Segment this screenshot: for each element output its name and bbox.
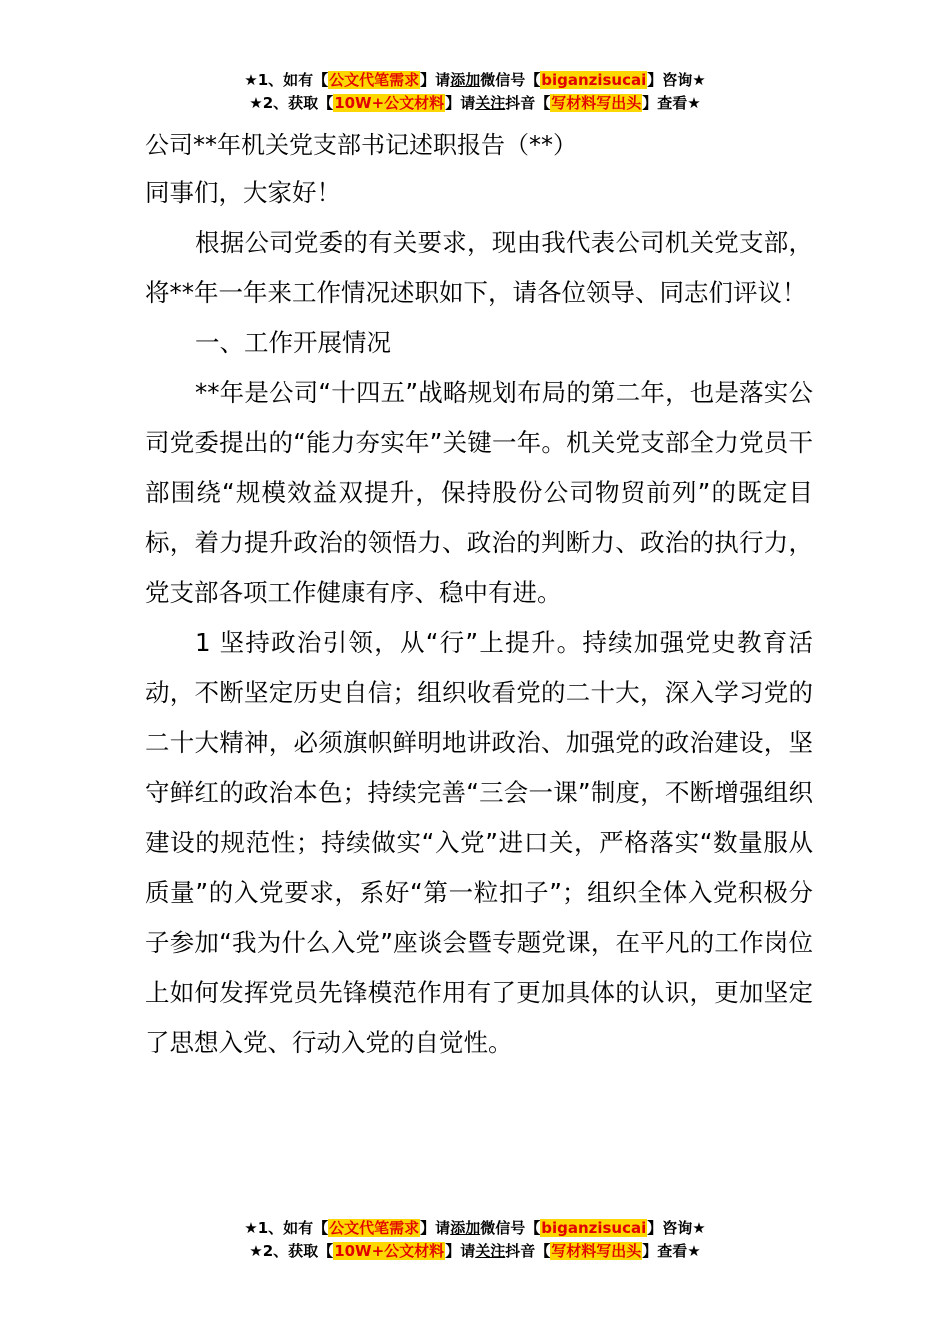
banner-highlight: 公文代笔需求 [329, 71, 420, 89]
banner-underline: 添加 [450, 71, 481, 89]
banner-text: ★1、如有【 [244, 1219, 329, 1237]
banner-text: ★2、获取【 [249, 94, 334, 112]
banner-line-1 [0, 1217, 950, 1240]
banner-highlight: 10W+公文材料 [334, 1242, 445, 1260]
banner-text: 】请 [445, 94, 476, 112]
banner-underline: 添加 [450, 1219, 481, 1237]
banner-text: ★1、如有【 [244, 71, 329, 89]
paragraph-overview: **年是公司“十四五”战略规划布局的第二年，也是落实公司党委提出的“能力夯实年”关键一年。机关党支部全力党员干部围绕“规模效益双提升，保持股份公司物贸前列”的既定目标，着力提升政治的领悟力、政治的判断力、政治的执行力，党支部各项工作健康有序、稳中有进。 [145, 378, 813, 607]
banner-line-2 [0, 92, 950, 115]
banner-text: 】咨询★ [647, 71, 706, 89]
banner-text: 】查看★ [642, 1242, 701, 1260]
banner-highlight: 写材料写出头 [551, 1242, 642, 1260]
banner-text: 微信号【 [480, 71, 541, 89]
greeting: 同事们，大家好！ [145, 178, 341, 207]
banner-underline: 关注 [475, 94, 506, 112]
banner-highlight: 10W+公文材料 [334, 94, 445, 112]
banner-text: 】请 [445, 1242, 476, 1260]
section-heading: 一、工作开展情况 [195, 328, 391, 357]
banner-highlight: biganzisucai [541, 1219, 647, 1237]
banner-underline: 关注 [475, 1242, 506, 1260]
banner-line-2 [0, 1240, 950, 1263]
banner-line-1 [0, 69, 950, 92]
document-body [145, 122, 813, 1068]
intro-paragraph: 根据公司党委的有关要求，现由我代表公司机关党支部，将**年一年来工作情况述职如下，请各位领导、同志们评议！ [145, 228, 813, 307]
banner-text: 】请 [420, 71, 451, 89]
bottom-banner [0, 1217, 950, 1263]
banner-text: 】咨询★ [647, 1219, 706, 1237]
banner-highlight: 公文代笔需求 [329, 1219, 420, 1237]
banner-highlight: 写材料写出头 [551, 94, 642, 112]
document-title: 公司**年机关党支部书记述职报告（**） [145, 131, 577, 159]
top-banner [0, 69, 950, 115]
banner-text: 抖音【 [505, 1242, 551, 1260]
banner-highlight: biganzisucai [541, 71, 647, 89]
banner-text: 抖音【 [505, 94, 551, 112]
banner-text: 微信号【 [480, 1219, 541, 1237]
banner-text: 】查看★ [642, 94, 701, 112]
banner-text: ★2、获取【 [249, 1242, 334, 1260]
banner-text: 】请 [420, 1219, 451, 1237]
paragraph-item-1: 1 坚持政治引领，从“行”上提升。持续加强党史教育活动，不断坚定历史自信；组织收看党的二十大，深入学习党的二十大精神，必须旗帜鲜明地讲政治、加强党的政治建设，坚守鲜红的政治本色；持续完善“三会一课”制度，不断增强组织建设的规范性；持续做实“入党”进口关，严格落实“数量服从质量”的入党要求，系好“第一粒扣子”；组织全体入党积极分子参加“我为什么入党”座谈会暨专题党课，在平凡的工作岗位上如何发挥党员先锋模范作用有了更加具体的认识，更加坚定了思想入党、行动入党的自觉性。 [145, 628, 813, 1057]
